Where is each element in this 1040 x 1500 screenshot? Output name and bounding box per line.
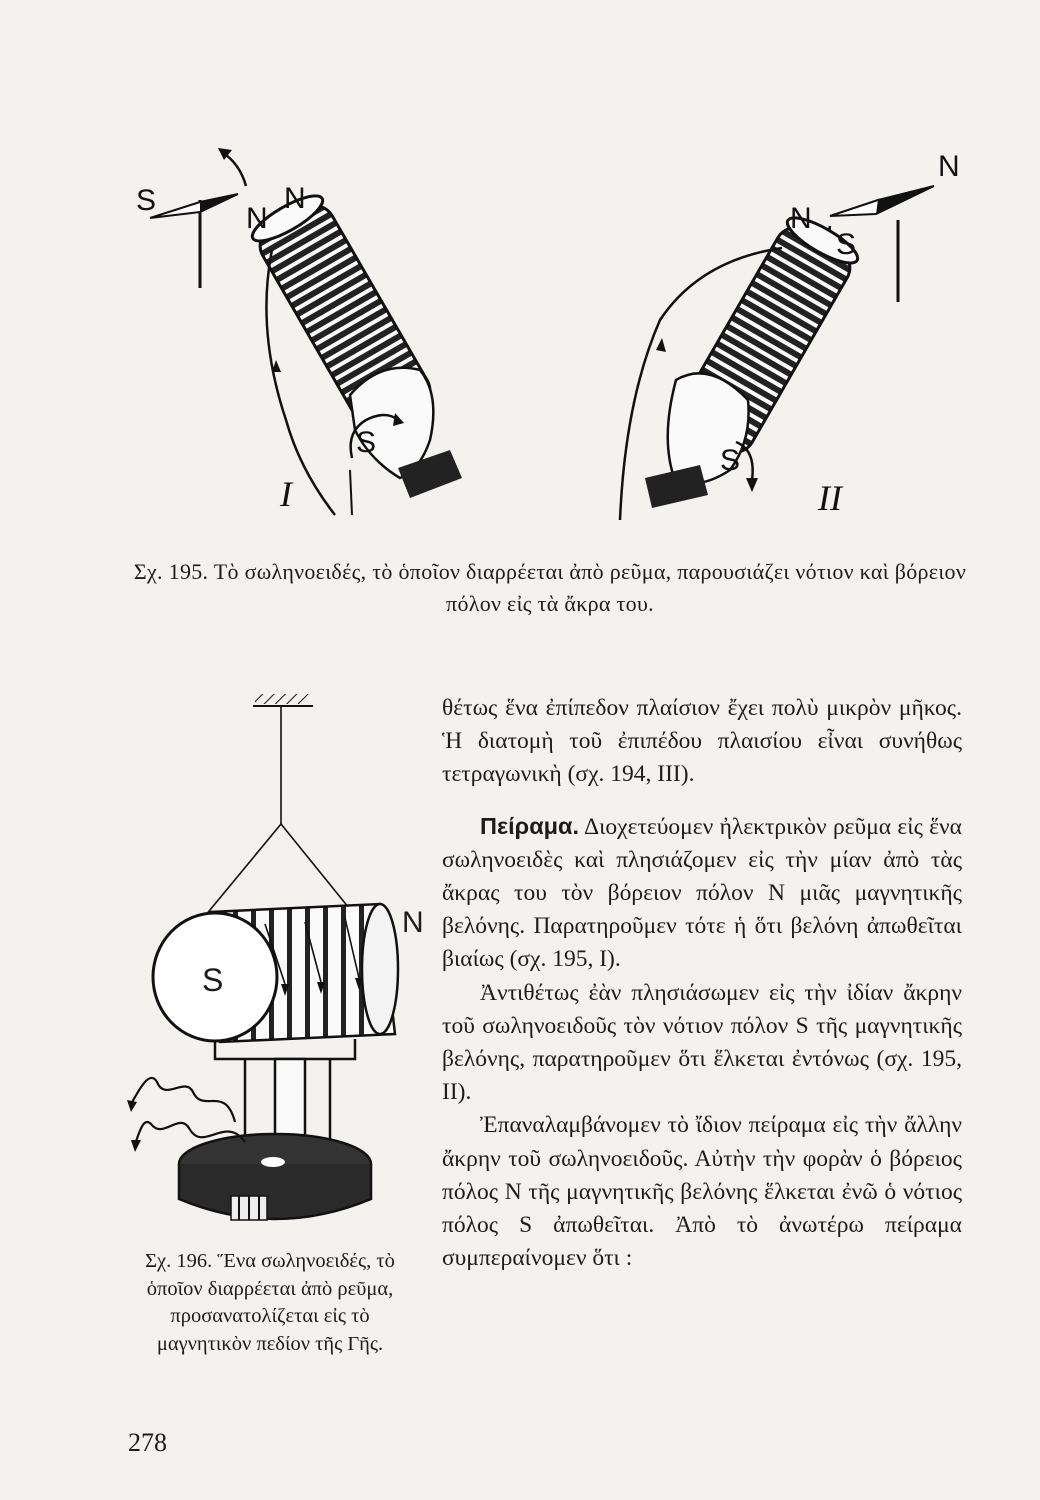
experiment-runin: Πείραμα. <box>480 812 579 839</box>
panel-2-needle-south-label: S <box>836 228 857 261</box>
figure-196-caption: Σχ. 196. Ἕνα σωληνοειδές, τὸ ὁποῖον διαρρέεται ἀπὸ ρεῦμα, προσανατολίζεται εἰς τὸ μαγνητικὸν πεδίον τῆς Γῆς. <box>145 1250 395 1355</box>
paragraph-4: Ἐπαναλαμβάνομεν τὸ ἴδιον πείραμα εἰς τὴν ἄλλην ἄκρην τοῦ σωληνοειδοῦς. Αὐτὴν τὴν φορὰν ὁ βόρειος πόλος Ν τῆς μαγνητικῆς βελόνης ἕλκεται ἐνῶ ὁ νότιος πόλος S ἀπωθεῖται. Ἀπὸ τὸ ἀνωτέρω πείραμα συμπεραίνομεν ὅτι : <box>442 1112 962 1272</box>
panel-2-needle-north-label: N <box>938 150 960 183</box>
panel-1-coil-south-label: S <box>356 426 377 459</box>
panel-2-coil-south-label: S <box>720 444 741 477</box>
panel-1-roman-label: I <box>280 474 292 514</box>
body-text <box>442 692 962 1275</box>
panel-1-needle-south-label: S <box>136 184 157 217</box>
panel-1-illustration <box>150 148 462 515</box>
paragraph-3: Ἀντιθέτως ἐὰν πλησιάσωμεν εἰς τὴν ἰδίαν ἄκρην τοῦ σωληνοειδοῦς τὸν νότιον πόλον S τῆς μαγνητικῆς βελόνης, παρατηροῦμεν ὅτι ἕλκεται ἐντόνως (σχ. 195, ΙΙ). <box>442 979 962 1106</box>
panel-1-needle-north-label: N <box>246 202 268 235</box>
panel-2-illustration <box>620 186 934 520</box>
figure-196-end-label: N <box>402 906 424 939</box>
figure-196-face-label: S <box>202 962 224 998</box>
page-number: 278 <box>128 1428 167 1457</box>
figure-196 <box>125 684 425 1244</box>
figure-195 <box>0 0 1040 560</box>
panel-2-roman-label: II <box>818 478 842 518</box>
figure-195-caption: Σχ. 195. Τὸ σωληνοειδές, τὸ ὁποῖον διαρρέεται ἀπὸ ρεῦμα, παρουσιάζει νότιον καὶ βόρειον πόλον εἰς τὰ ἄκρα του. <box>133 559 967 616</box>
paragraph-1: θέτως ἕνα ἐπίπεδον πλαίσιον ἔχει πολὺ μικρὸν μῆκος. Ἡ διατομὴ τοῦ ἐπιπέδου πλαισίου εἶναι συνήθως τετραγωνικὴ (σχ. 194, ΙΙΙ). <box>442 695 962 788</box>
paragraph-2-text: Διοχετεύομεν ἠλεκτρικὸν ρεῦμα εἰς ἕνα σωληνοειδὲς καὶ πλησιάζομεν εἰς τὴν μίαν ἀπὸ τὰς ἄκρας του τὸν βόρειον πόλον Ν μιᾶς μαγνητικῆς βελόνης. Παρατηροῦμεν τότε ἡ ὅτι βελόνη ἀπωθεῖται βιαίως (σχ. 195, Ι). <box>442 813 962 973</box>
panel-2-coil-north-label: N <box>790 202 812 235</box>
paragraph-2 <box>442 810 962 977</box>
panel-1-coil-north-label: N <box>284 182 306 215</box>
